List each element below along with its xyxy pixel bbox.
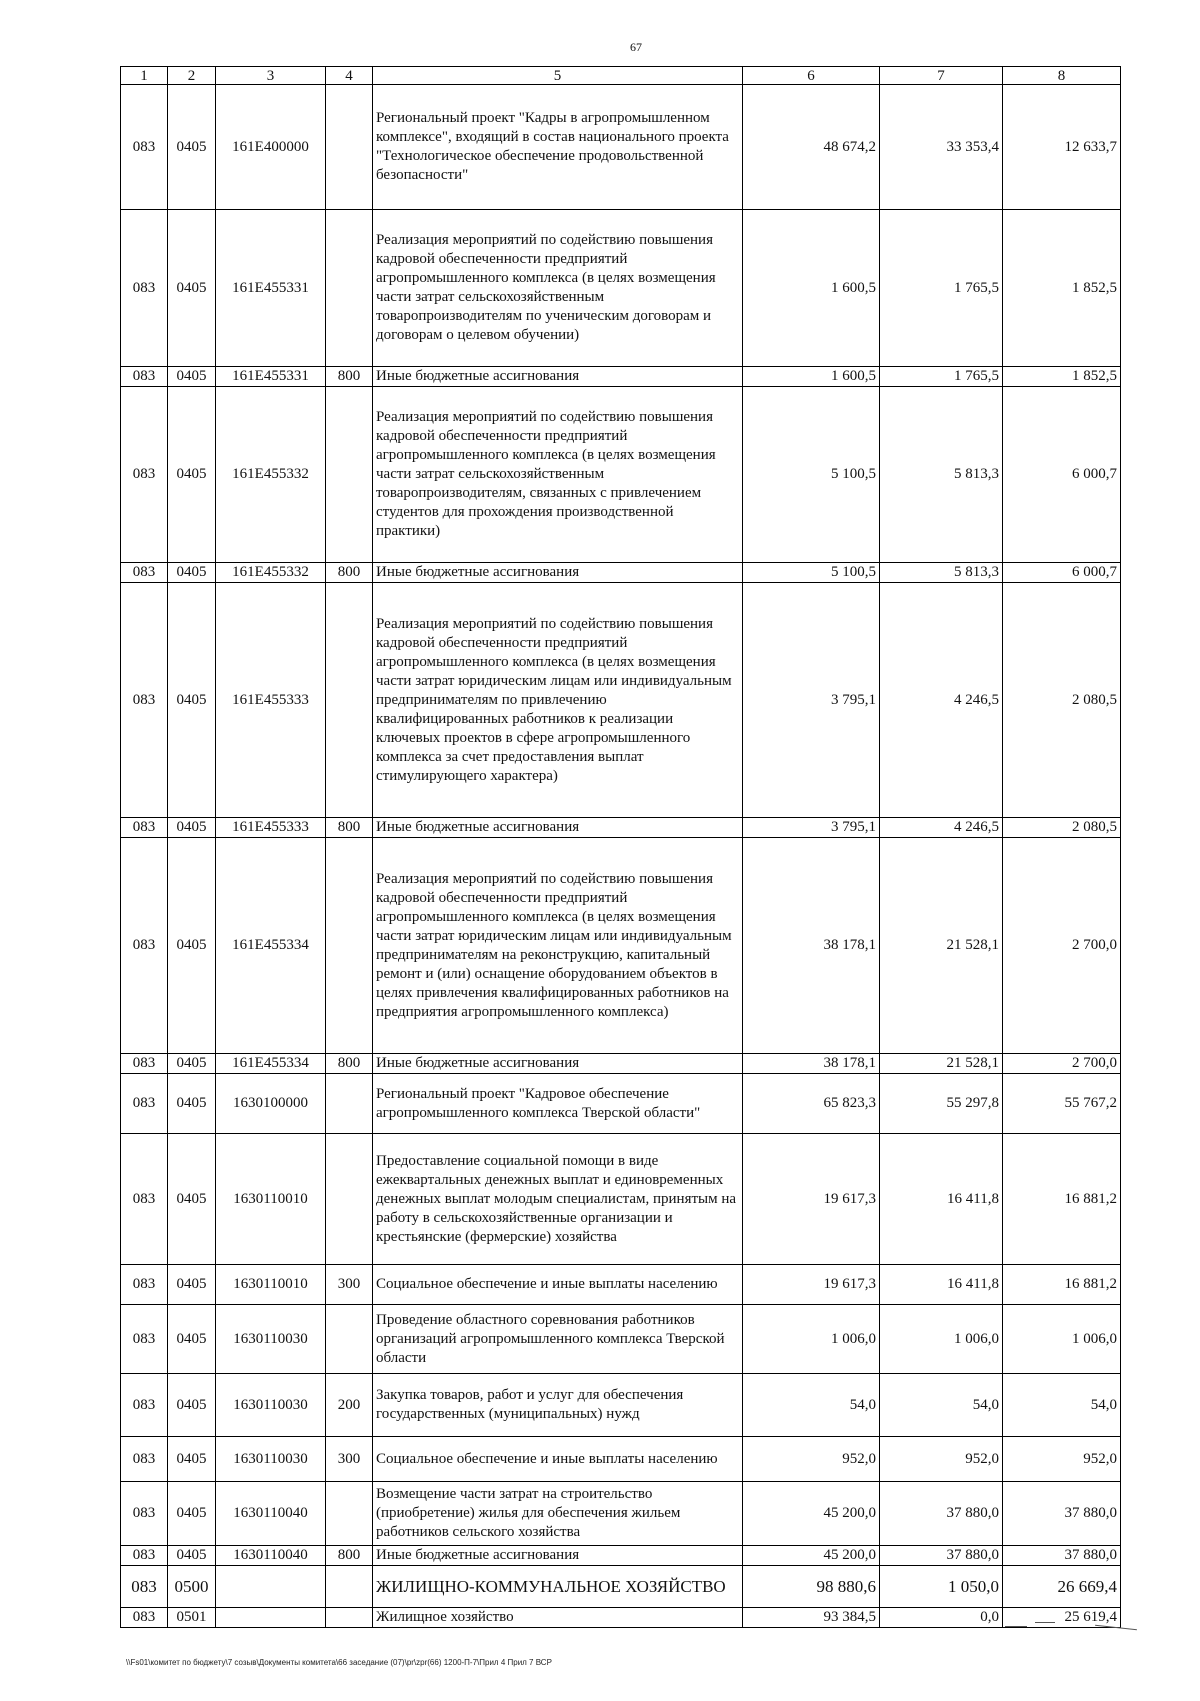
table-row — [121, 1074, 1121, 1134]
department-code: 083 — [121, 1374, 168, 1437]
item-name: Социальное обеспечение и иные выплаты населению — [373, 1265, 743, 1305]
table-row — [121, 387, 1121, 563]
amount-year-3: 6 000,7 — [1003, 563, 1121, 583]
scan-mark — [1005, 1626, 1027, 1627]
section-code: 0405 — [168, 818, 216, 838]
department-code: 083 — [121, 1482, 168, 1546]
amount-year-2: 5 813,3 — [880, 563, 1003, 583]
amount-year-1: 1 600,5 — [743, 210, 880, 367]
page-number: 67 — [630, 40, 642, 54]
item-name: Иные бюджетные ассигнования — [373, 1546, 743, 1566]
amount-year-1: 98 880,6 — [743, 1566, 880, 1608]
expense-type-code — [326, 387, 373, 563]
amount-year-3: 952,0 — [1003, 1437, 1121, 1482]
department-code: 083 — [121, 1054, 168, 1074]
amount-year-2: 4 246,5 — [880, 583, 1003, 818]
table-row — [121, 85, 1121, 210]
table-row — [121, 210, 1121, 367]
expense-type-code: 300 — [326, 1265, 373, 1305]
table-row — [121, 838, 1121, 1054]
expense-type-code: 200 — [326, 1374, 373, 1437]
section-code: 0405 — [168, 1074, 216, 1134]
amount-year-3: 55 767,2 — [1003, 1074, 1121, 1134]
amount-year-2: 37 880,0 — [880, 1482, 1003, 1546]
table-row — [121, 1374, 1121, 1437]
amount-year-1: 93 384,5 — [743, 1608, 880, 1628]
item-name: Иные бюджетные ассигнования — [373, 367, 743, 387]
section-code: 0405 — [168, 1374, 216, 1437]
column-number-row — [121, 67, 1121, 85]
department-code: 083 — [121, 1546, 168, 1566]
section-code: 0405 — [168, 1265, 216, 1305]
section-code: 0501 — [168, 1608, 216, 1628]
amount-year-2: 21 528,1 — [880, 1054, 1003, 1074]
expense-type-code: 800 — [326, 1054, 373, 1074]
target-article-code — [216, 1608, 326, 1628]
column-header: 3 — [216, 67, 326, 85]
amount-year-1: 54,0 — [743, 1374, 880, 1437]
scan-mark — [1035, 1622, 1055, 1623]
expense-type-code — [326, 838, 373, 1054]
item-name: Социальное обеспечение и иные выплаты населению — [373, 1437, 743, 1482]
item-name: Реализация мероприятий по содействию повышения кадровой обеспеченности предприятий агропромышленного комплекса (в целях возмещения части затрат сельскохозяйственным товаропроизводителям, связанных с привлечением студентов для прохождения производственной практики) — [373, 387, 743, 563]
target-article-code: 161E455331 — [216, 367, 326, 387]
section-code: 0405 — [168, 1134, 216, 1265]
section-code: 0405 — [168, 367, 216, 387]
table-row — [121, 1134, 1121, 1265]
section-code: 0405 — [168, 583, 216, 818]
department-code: 083 — [121, 210, 168, 367]
column-header: 2 — [168, 67, 216, 85]
section-code: 0405 — [168, 1305, 216, 1374]
amount-year-2: 5 813,3 — [880, 387, 1003, 563]
expense-type-code: 800 — [326, 563, 373, 583]
expense-type-code: 800 — [326, 818, 373, 838]
amount-year-3: 37 880,0 — [1003, 1482, 1121, 1546]
item-name: Проведение областного соревнования работников организаций агропромышленного комплекса Тверской области — [373, 1305, 743, 1374]
column-header: 8 — [1003, 67, 1121, 85]
amount-year-2: 33 353,4 — [880, 85, 1003, 210]
amount-year-3: 26 669,4 — [1003, 1566, 1121, 1608]
section-code: 0405 — [168, 1437, 216, 1482]
department-code: 083 — [121, 1566, 168, 1608]
budget-table — [120, 66, 1121, 1628]
table-row — [121, 1608, 1121, 1628]
section-code: 0405 — [168, 85, 216, 210]
section-code: 0405 — [168, 1054, 216, 1074]
target-article-code: 1630100000 — [216, 1074, 326, 1134]
column-header: 5 — [373, 67, 743, 85]
item-name: Региональный проект "Кадровое обеспечение агропромышленного комплекса Тверской области" — [373, 1074, 743, 1134]
file-path-footer: \\Fs01\комитет по бюджету\7 созыв\Документы комитета\66 заседание (07)\pr\zpr(66) 1200-П-7\Прил 4 Прил 7 ВСР — [126, 1658, 552, 1667]
target-article-code: 161E455333 — [216, 583, 326, 818]
column-header: 6 — [743, 67, 880, 85]
amount-year-2: 1 765,5 — [880, 367, 1003, 387]
target-article-code: 1630110030 — [216, 1305, 326, 1374]
amount-year-3: 6 000,7 — [1003, 387, 1121, 563]
target-article-code: 1630110030 — [216, 1437, 326, 1482]
amount-year-2: 1 050,0 — [880, 1566, 1003, 1608]
amount-year-1: 45 200,0 — [743, 1546, 880, 1566]
item-name: Иные бюджетные ассигнования — [373, 563, 743, 583]
amount-year-1: 5 100,5 — [743, 387, 880, 563]
table-row — [121, 818, 1121, 838]
department-code: 083 — [121, 1265, 168, 1305]
section-code: 0405 — [168, 387, 216, 563]
table-row — [121, 1437, 1121, 1482]
table-row — [121, 1265, 1121, 1305]
department-code: 083 — [121, 1074, 168, 1134]
amount-year-3: 2 700,0 — [1003, 1054, 1121, 1074]
target-article-code: 1630110040 — [216, 1546, 326, 1566]
department-code: 083 — [121, 818, 168, 838]
target-article-code: 161E455333 — [216, 818, 326, 838]
amount-year-3: 12 633,7 — [1003, 85, 1121, 210]
item-name: ЖИЛИЩНО-КОММУНАЛЬНОЕ ХОЗЯЙСТВО — [373, 1566, 743, 1608]
amount-year-1: 48 674,2 — [743, 85, 880, 210]
amount-year-3: 1 852,5 — [1003, 367, 1121, 387]
expense-type-code — [326, 1608, 373, 1628]
amount-year-1: 38 178,1 — [743, 838, 880, 1054]
amount-year-3: 1 852,5 — [1003, 210, 1121, 367]
department-code: 083 — [121, 387, 168, 563]
amount-year-2: 1 765,5 — [880, 210, 1003, 367]
amount-year-1: 19 617,3 — [743, 1265, 880, 1305]
item-name: Реализация мероприятий по содействию повышения кадровой обеспеченности предприятий агропромышленного комплекса (в целях возмещения части затрат сельскохозяйственным товаропроизводителям по ученическим договорам и договорам о целевом обучении) — [373, 210, 743, 367]
table-row — [121, 1054, 1121, 1074]
amount-year-1: 1 600,5 — [743, 367, 880, 387]
column-header: 7 — [880, 67, 1003, 85]
target-article-code: 161E455332 — [216, 563, 326, 583]
department-code: 083 — [121, 838, 168, 1054]
amount-year-2: 0,0 — [880, 1608, 1003, 1628]
section-code: 0405 — [168, 838, 216, 1054]
table-row — [121, 1566, 1121, 1608]
item-name: Иные бюджетные ассигнования — [373, 1054, 743, 1074]
amount-year-3: 1 006,0 — [1003, 1305, 1121, 1374]
amount-year-2: 55 297,8 — [880, 1074, 1003, 1134]
department-code: 083 — [121, 1437, 168, 1482]
amount-year-2: 37 880,0 — [880, 1546, 1003, 1566]
item-name: Региональный проект "Кадры в агропромышленном комплексе", входящий в состав национального проекта "Технологическое обеспечение продовольственной безопасности" — [373, 85, 743, 210]
table-row — [121, 583, 1121, 818]
amount-year-2: 16 411,8 — [880, 1134, 1003, 1265]
table-row — [121, 1546, 1121, 1566]
expense-type-code — [326, 1482, 373, 1546]
target-article-code — [216, 1566, 326, 1608]
target-article-code: 1630110010 — [216, 1265, 326, 1305]
amount-year-1: 3 795,1 — [743, 583, 880, 818]
table-row — [121, 367, 1121, 387]
expense-type-code — [326, 1134, 373, 1265]
section-code: 0500 — [168, 1566, 216, 1608]
target-article-code: 161E455334 — [216, 838, 326, 1054]
amount-year-2: 4 246,5 — [880, 818, 1003, 838]
department-code: 083 — [121, 1608, 168, 1628]
amount-year-1: 1 006,0 — [743, 1305, 880, 1374]
expense-type-code — [326, 1074, 373, 1134]
amount-year-3: 37 880,0 — [1003, 1546, 1121, 1566]
table-row — [121, 1482, 1121, 1546]
item-name: Иные бюджетные ассигнования — [373, 818, 743, 838]
department-code: 083 — [121, 583, 168, 818]
amount-year-2: 1 006,0 — [880, 1305, 1003, 1374]
amount-year-3: 2 700,0 — [1003, 838, 1121, 1054]
amount-year-1: 952,0 — [743, 1437, 880, 1482]
amount-year-1: 3 795,1 — [743, 818, 880, 838]
target-article-code: 161E455331 — [216, 210, 326, 367]
item-name: Реализация мероприятий по содействию повышения кадровой обеспеченности предприятий агропромышленного комплекса (в целях возмещения части затрат юридическим лицам или индивидуальным предпринимателям по привлечению квалифицированных работников к реализации ключевых проектов в сфере агропромышленного комплекса за счет предоставления выплат стимулирующего характера) — [373, 583, 743, 818]
section-code: 0405 — [168, 210, 216, 367]
item-name: Реализация мероприятий по содействию повышения кадровой обеспеченности предприятий агропромышленного комплекса (в целях возмещения части затрат юридическим лицам или индивидуальным предпринимателям на реконструкцию, капитальный ремонт и (или) оснащение оборудованием объектов в целях привлечения квалифицированных работников на предприятия агропромышленного комплекса) — [373, 838, 743, 1054]
department-code: 083 — [121, 85, 168, 210]
column-header: 4 — [326, 67, 373, 85]
department-code: 083 — [121, 1305, 168, 1374]
table-header — [121, 67, 1121, 85]
item-name: Возмещение части затрат на строительство (приобретение) жилья для обеспечения жильем работников сельского хозяйства — [373, 1482, 743, 1546]
table-row — [121, 1305, 1121, 1374]
target-article-code: 161E455334 — [216, 1054, 326, 1074]
amount-year-1: 45 200,0 — [743, 1482, 880, 1546]
amount-year-2: 952,0 — [880, 1437, 1003, 1482]
department-code: 083 — [121, 563, 168, 583]
amount-year-3: 25 619,4 — [1003, 1608, 1121, 1628]
department-code: 083 — [121, 367, 168, 387]
target-article-code: 1630110030 — [216, 1374, 326, 1437]
expense-type-code — [326, 1566, 373, 1608]
amount-year-3: 16 881,2 — [1003, 1265, 1121, 1305]
table-row — [121, 563, 1121, 583]
target-article-code: 1630110040 — [216, 1482, 326, 1546]
amount-year-1: 19 617,3 — [743, 1134, 880, 1265]
expense-type-code: 300 — [326, 1437, 373, 1482]
expense-type-code — [326, 85, 373, 210]
department-code: 083 — [121, 1134, 168, 1265]
amount-year-3: 54,0 — [1003, 1374, 1121, 1437]
section-code: 0405 — [168, 1482, 216, 1546]
amount-year-1: 65 823,3 — [743, 1074, 880, 1134]
item-name: Жилищное хозяйство — [373, 1608, 743, 1628]
amount-year-1: 38 178,1 — [743, 1054, 880, 1074]
section-code: 0405 — [168, 1546, 216, 1566]
amount-year-3: 2 080,5 — [1003, 583, 1121, 818]
section-code: 0405 — [168, 563, 216, 583]
expense-type-code — [326, 210, 373, 367]
target-article-code: 1630110010 — [216, 1134, 326, 1265]
amount-year-2: 16 411,8 — [880, 1265, 1003, 1305]
item-name: Закупка товаров, работ и услуг для обеспечения государственных (муниципальных) нужд — [373, 1374, 743, 1437]
target-article-code: 161E455332 — [216, 387, 326, 563]
amount-year-2: 54,0 — [880, 1374, 1003, 1437]
target-article-code: 161E400000 — [216, 85, 326, 210]
amount-year-1: 5 100,5 — [743, 563, 880, 583]
expense-type-code: 800 — [326, 367, 373, 387]
amount-year-3: 2 080,5 — [1003, 818, 1121, 838]
amount-year-3: 16 881,2 — [1003, 1134, 1121, 1265]
expense-type-code: 800 — [326, 1546, 373, 1566]
expense-type-code — [326, 1305, 373, 1374]
amount-year-2: 21 528,1 — [880, 838, 1003, 1054]
item-name: Предоставление социальной помощи в виде ежеквартальных денежных выплат и единовременных денежных выплат молодым специалистам, принятым на работу в сельскохозяйственные организации и крестьянские (фермерские) хозяйства — [373, 1134, 743, 1265]
column-header: 1 — [121, 67, 168, 85]
expense-type-code — [326, 583, 373, 818]
